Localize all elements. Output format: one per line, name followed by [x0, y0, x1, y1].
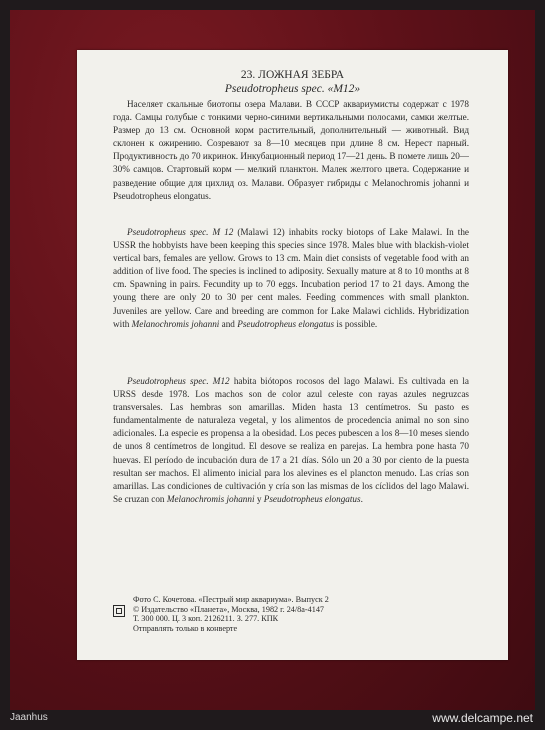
spanish-description: Pseudotropheus spec. M12 habita biótopos rocosos del lago Malawi. Es cultivada en la URSS desde 1978. Los machos son de color azul celeste con rayas azules negruzcas transversales. Las hembras son amarillas. Miden hasta 13 centímetros. Su pasto es fundamentalmente de naturaleza vegetal, y los alimentos de procedencia animal no son sino adicionales. La especie es propensa a la obesidad. Los peces pubescen a los 8—10 meses siendo de unos 8 centímetros de longitud. El desove se realiza en parejas. La hembra pone hasta 70 huevas. El período de incubación dura de 17 a 21 días. Sólo un 20 a 30 por ciento de la puesta resultan ser machos. El alimento inicial para los alevines es el plancton menudo. Las crías son amarillas. Las condiciones de cultivación y cría son las mismas de los cíclidos del lago Malawi. Se cruzan con Melanochromis johanni y Pseudotropheus elongatus. — [113, 376, 470, 504]
english-description: Pseudotropheus spec. M 12 (Malawi 12) inhabits rocky biotops of Lake Malawi. In the USSR the hobbyists have been keeping this species since 1978. Males blue with blackish-violet vertical bars, females are yellow. Grows to 13 cm. Main diet consists of vegetable food with an addition of live food. The species is inclined to adiposity. Sexually mature at 8 to 10 months at 8 cm. Spawning in pairs. Fecundity up to 70 eggs. Incubation period 17 to 21 days. Among the young there are only 20 to 30 per cent males. Feeding commences with small plankton. Juveniles are yellow. Care and breeding are common for Lake Malawi cichlids. Hybridization with Melanochromis johanni and Pseudotropheus elongatus is possible. — [113, 227, 469, 329]
imprint-line: Отправлять только в конверте — [133, 623, 238, 633]
imprint-line: © Издательство «Планета», Москва, 1982 г. 24/8а-4147 — [133, 604, 325, 614]
postcard-back — [77, 50, 508, 660]
publisher-logo-icon — [113, 605, 125, 617]
seller-watermark: Jaanhus — [10, 712, 48, 723]
imprint-line: Т. 300 000. Ц. 3 коп. 2126211. З. 277. КПК — [133, 614, 279, 624]
russian-description: Населяет скальные биотопы озера Малави. В СССР аквариумисты содержат с 1978 года. Самцы голубые с тонкими черно-синими вертикальными полосами, самки желтые. Размер до 13 см. Основной корм растительный, дополнительный — животный. Вид склонен к ожирению. Созревают за 8—10 месяцев при длине 8 см. Нерест парный. Продуктивность до 70 икринок. Инкубационный период 17—21 день. В помете лишь 20—30% самцов. Стартовый корм — мелкий планктон. Малек желтого цвета. Содержание и разведение общие для цихлид оз. Малави. Образует гибриды с Melanochromis johanni и Pseudotropheus elongatus. — [113, 99, 469, 201]
imprint-line: Фото С. Кочетова. «Пестрый мир аквариума». Выпуск 2 — [133, 595, 329, 604]
card-subtitle: Pseudotropheus spec. «М12» — [224, 83, 361, 95]
card-title: 23. ЛОЖНАЯ ЗЕБРА — [240, 69, 345, 81]
site-watermark: www.delcampe.net — [432, 711, 533, 725]
publisher-imprint — [113, 595, 473, 633]
